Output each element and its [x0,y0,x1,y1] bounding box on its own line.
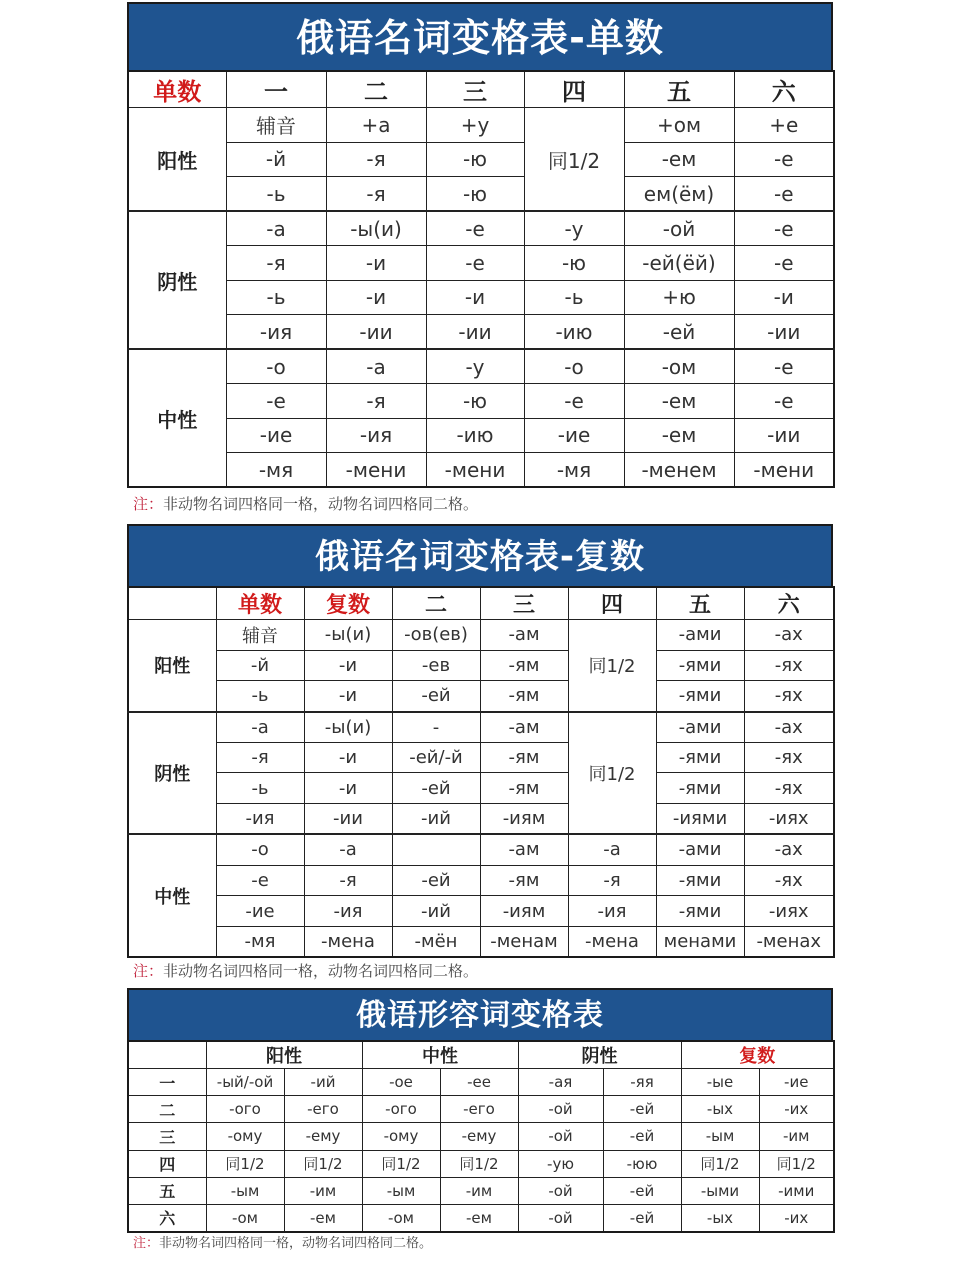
cell: -ии [326,315,426,350]
cell: 同1/2 [284,1150,362,1177]
cell: -ия [216,804,304,835]
cell: -е [216,865,304,896]
cell: -ие [524,418,624,453]
cell: -ой [518,1204,603,1231]
cell: -ях [744,865,834,896]
cell: -ь [524,280,624,315]
cell: -ия [568,896,656,927]
cell: -ии [426,315,524,350]
cell: -ому [362,1123,440,1150]
cell: -иям [480,804,568,835]
cell: -ей(ёй) [624,246,734,281]
case-header: 六 [734,71,834,108]
table-row [128,315,834,350]
cell: -мени [426,453,524,488]
case-header: 三 [426,71,524,108]
adjective-table [127,1040,835,1233]
cell: -у [524,211,624,246]
table-row [128,1204,834,1231]
table-row [128,177,834,212]
cell: -им [759,1123,834,1150]
gender-header: 阴性 [518,1041,681,1069]
gender-label: 中性 [128,349,226,487]
gender-label: 中性 [128,834,216,957]
cell: -иях [744,804,834,835]
cell: -е [226,384,326,419]
gender-label: 阳性 [128,108,226,212]
table-row [128,926,834,957]
table-row [128,349,834,384]
gender-label: 阴性 [128,712,216,835]
cell: -ей [392,773,480,804]
cell: -я [304,865,392,896]
cell: -мя [226,453,326,488]
table-row [128,108,834,143]
cell: -я [326,384,426,419]
cell: -ую [518,1150,603,1177]
cell: -ь [226,177,326,212]
cell: -а [304,834,392,865]
case-label: 五 [128,1177,206,1204]
table-row [128,453,834,488]
cell: -и [304,650,392,681]
header-plural: 复数 [304,587,392,620]
cell: -а [326,349,426,384]
cell: -е [734,384,834,419]
cell: -е [734,246,834,281]
cell: -ему [440,1123,518,1150]
cell: 同1/2 [568,712,656,835]
cell: +у [426,108,524,143]
cell: -ию [524,315,624,350]
cell: ем(ём) [624,177,734,212]
adjective-note [133,1232,432,1251]
cell: -и [326,246,426,281]
cell: -е [734,177,834,212]
cell: -мя [524,453,624,488]
cell: -ям [480,773,568,804]
cell: -ях [744,650,834,681]
cell: -ями [656,742,744,773]
cell: -ым [681,1123,759,1150]
table-row [128,1123,834,1150]
cell: 同1/2 [681,1150,759,1177]
case-header: 二 [326,71,426,108]
cell: -ям [480,865,568,896]
cell: -ый/-ой [206,1069,284,1096]
cell: -ым [206,1177,284,1204]
table-row [128,1150,834,1177]
cell: -ого [206,1096,284,1123]
note-label: 注： [133,495,164,513]
cell: -мени [326,453,426,488]
case-header: 三 [480,587,568,620]
noun-singular-title: 俄语名词变格表-单数 [127,2,833,70]
cell: -ом [206,1204,284,1231]
cell: -ь [216,773,304,804]
case-header: 五 [656,587,744,620]
cell: -иями [656,804,744,835]
cell: -у [426,349,524,384]
cell: -й [216,650,304,681]
cell: -ых [681,1096,759,1123]
cell: -мена [568,926,656,957]
table-row [128,1096,834,1123]
cell: -ым [362,1177,440,1204]
corner-label: 单数 [128,71,226,108]
cell: -ем [624,384,734,419]
cell: -иях [744,896,834,927]
cell: -ий [392,896,480,927]
cell: -ей [392,681,480,712]
table-row [128,142,834,177]
cell: -ой [518,1177,603,1204]
table-row [128,804,834,835]
cell: -ями [656,650,744,681]
cell: -его [284,1096,362,1123]
cell: -ами [656,712,744,743]
plural-header: 复数 [681,1041,834,1069]
cell: -его [440,1096,518,1123]
cell: -ем [440,1204,518,1231]
cell: -я [326,142,426,177]
case-label: 三 [128,1123,206,1150]
cell: -ой [624,211,734,246]
cell: -иям [480,896,568,927]
cell: -ом [624,349,734,384]
gender-header: 阳性 [206,1041,362,1069]
cell: -юю [603,1150,681,1177]
header-row [128,71,834,108]
cell: -ию [426,418,524,453]
cell: -ой [518,1123,603,1150]
cell: -мени [734,453,834,488]
cell: -ах [744,620,834,651]
cell: -ю [426,177,524,212]
cell: -ия [326,418,426,453]
cell: -ему [284,1123,362,1150]
cell: -ами [656,620,744,651]
case-header: 五 [624,71,734,108]
case-header: 一 [226,71,326,108]
cell: 同1/2 [759,1150,834,1177]
cell: -ей [624,315,734,350]
header-singular: 单数 [216,587,304,620]
cell: +а [326,108,426,143]
cell: 同1/2 [440,1150,518,1177]
cell [392,834,480,865]
cell: -о [524,349,624,384]
noun-plural-title: 俄语名词变格表-复数 [127,524,833,586]
noun-plural-table [127,586,835,958]
cell: -ем [624,418,734,453]
cell: -ем [284,1204,362,1231]
table-row [128,896,834,927]
case-header: 二 [392,587,480,620]
cell: -ям [480,650,568,681]
cell: -ия [304,896,392,927]
cell: -ов(ев) [392,620,480,651]
case-label: 一 [128,1069,206,1096]
cell: -о [216,834,304,865]
table-row [128,1177,834,1204]
cell: -ю [426,384,524,419]
cell: -и [734,280,834,315]
table-row [128,681,834,712]
cell: -я [568,865,656,896]
cell: менами [656,926,744,957]
cell: -ы(и) [326,211,426,246]
cell: -е [426,246,524,281]
cell: -й [226,142,326,177]
table-row [128,1069,834,1096]
cell: - [392,712,480,743]
case-header: 四 [524,71,624,108]
table-row [128,620,834,651]
cell: -ии [304,804,392,835]
cell: 同1/2 [568,620,656,712]
cell: -ое [362,1069,440,1096]
cell: -ям [480,742,568,773]
cell: -ам [480,834,568,865]
cell: -ии [734,418,834,453]
cell: -ы(и) [304,712,392,743]
cell: -ями [656,865,744,896]
corner-cell [128,1041,206,1069]
cell: -ах [744,834,834,865]
header-row [128,1041,834,1069]
cell: 同1/2 [206,1150,284,1177]
cell: -о [226,349,326,384]
cell: -ия [226,315,326,350]
cell: 辅音 [226,108,326,143]
cell: +е [734,108,834,143]
cell: -ях [744,681,834,712]
table-row [128,384,834,419]
cell: -и [304,773,392,804]
cell: -ей/-й [392,742,480,773]
cell: -ю [426,142,524,177]
cell: -и [326,280,426,315]
case-label: 四 [128,1150,206,1177]
cell: -ие [226,418,326,453]
table-row [128,211,834,246]
case-header: 六 [744,587,834,620]
cell: -ого [362,1096,440,1123]
cell: -менем [624,453,734,488]
cell: -ые [681,1069,759,1096]
cell: -их [759,1096,834,1123]
cell: -я [216,742,304,773]
table-row [128,834,834,865]
cell: +ю [624,280,734,315]
adjective-title: 俄语形容词变格表 [127,988,833,1040]
cell: -ых [681,1204,759,1231]
header-row [128,587,834,620]
cell: -и [426,280,524,315]
gender-header: 中性 [362,1041,518,1069]
cell: 辅音 [216,620,304,651]
cell: -мя [216,926,304,957]
table-row [128,280,834,315]
cell: -ие [759,1069,834,1096]
cell: -мена [304,926,392,957]
cell: -ее [440,1069,518,1096]
cell: -а [226,211,326,246]
cell: -ии [734,315,834,350]
table-row [128,742,834,773]
note-label: 注： [133,962,164,980]
cell: -а [216,712,304,743]
cell: -ев [392,650,480,681]
case-label: 六 [128,1204,206,1231]
cell: -и [304,742,392,773]
cell: -е [734,349,834,384]
cell: -ей [603,1177,681,1204]
table-row [128,418,834,453]
cell: -менах [744,926,834,957]
cell: -ей [603,1123,681,1150]
cell: -ями [656,773,744,804]
cell: -ей [392,865,480,896]
noun-singular-note [133,493,478,514]
case-header: 四 [568,587,656,620]
cell: -я [226,246,326,281]
cell: -мён [392,926,480,957]
table-row [128,865,834,896]
noun-plural-note [133,960,478,981]
note-label: 注： [133,1236,160,1251]
cell: -е [524,384,624,419]
cell: -их [759,1204,834,1231]
note-text: 非动物名词四格同一格，动物名词四格同二格。 [159,1236,433,1251]
corner-cell [128,587,216,620]
cell: -ь [226,280,326,315]
cell: -ая [518,1069,603,1096]
cell: -ий [284,1069,362,1096]
table-row [128,773,834,804]
cell: -и [304,681,392,712]
cell: -ом [362,1204,440,1231]
adjective-section [127,988,833,1233]
cell: 同1/2 [362,1150,440,1177]
noun-plural-section [127,524,833,958]
cell: -ях [744,773,834,804]
cell: -ой [518,1096,603,1123]
cell: -ими [759,1177,834,1204]
cell: -ами [656,834,744,865]
note-text: 非动物名词四格同一格，动物名词四格同二格。 [163,962,479,980]
cell: -ам [480,620,568,651]
cell: -ь [216,681,304,712]
noun-singular-section [127,2,833,488]
cell: -ям [480,681,568,712]
cell: -ий [392,804,480,835]
cell: -ем [624,142,734,177]
cell: -е [426,211,524,246]
cell: +ом [624,108,734,143]
cell: -е [734,211,834,246]
cell: -е [734,142,834,177]
cell: -яя [603,1069,681,1096]
cell: -я [326,177,426,212]
note-text: 非动物名词四格同一格，动物名词四格同二格。 [163,495,479,513]
cell: -ах [744,712,834,743]
cell: 同1/2 [524,108,624,212]
table-row [128,650,834,681]
gender-label: 阳性 [128,620,216,712]
cell: -ей [603,1096,681,1123]
cell: -ам [480,712,568,743]
cell: -ями [656,896,744,927]
cell: -ях [744,742,834,773]
cell: -ыми [681,1177,759,1204]
table-row [128,246,834,281]
cell: -ю [524,246,624,281]
table-row [128,712,834,743]
cell: -ы(и) [304,620,392,651]
cell: -им [284,1177,362,1204]
cell: -ому [206,1123,284,1150]
case-label: 二 [128,1096,206,1123]
cell: -менам [480,926,568,957]
noun-singular-table [127,70,835,488]
cell: -ие [216,896,304,927]
cell: -им [440,1177,518,1204]
cell: -ями [656,681,744,712]
gender-label: 阴性 [128,211,226,349]
cell: -а [568,834,656,865]
cell: -ей [603,1204,681,1231]
